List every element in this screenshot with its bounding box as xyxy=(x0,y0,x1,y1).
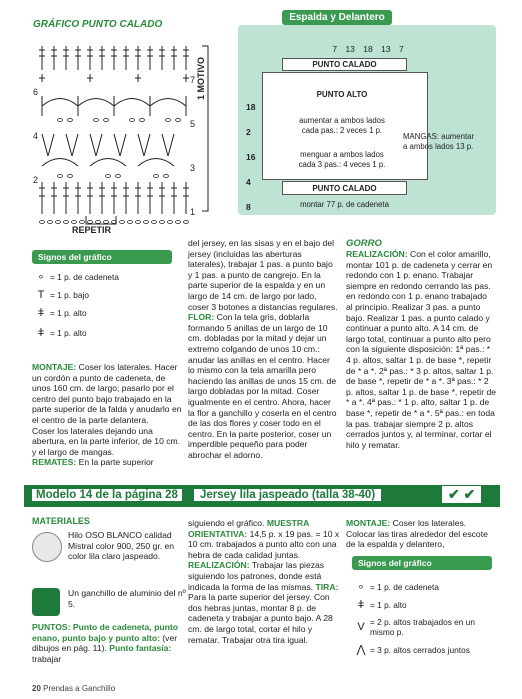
measure: 18 xyxy=(246,102,256,112)
motivo-label: 1 MOTIVO xyxy=(196,56,206,100)
signos2-title: Signos del gráfico xyxy=(352,556,492,570)
signo-item: ǂ = 1 p. alto xyxy=(32,327,182,339)
measure: 13 xyxy=(345,44,355,54)
left-measures xyxy=(246,95,255,220)
measure: 13 xyxy=(381,44,391,54)
measure: 4 xyxy=(246,177,251,187)
aumentar-note: aumentar a ambos lados cada pas.: 2 veces 1 p. xyxy=(299,116,385,135)
montaje2-paragraph: MONTAJE: Coser los laterales. Colocar las tiras alrededor del escote de la espalda y delantero, xyxy=(346,518,488,550)
measure: 18 xyxy=(363,44,373,54)
page-footer xyxy=(32,684,115,693)
alto-symbol-icon: ǂ xyxy=(37,327,45,339)
measure: 8 xyxy=(246,202,251,212)
repetir-label: REPETIR xyxy=(72,225,112,235)
yarn-ball-icon xyxy=(32,532,62,562)
row-label: 7 xyxy=(190,75,196,85)
top-measures xyxy=(268,44,468,55)
chain-symbol-icon: ∘ xyxy=(37,271,45,283)
signo-item: ǂ = 1 p. alto xyxy=(352,599,492,611)
alto-symbol-icon: ǂ xyxy=(357,599,365,611)
schema-tab: Espalda y Delantero xyxy=(282,10,392,25)
chain-symbol-icon: ∘ xyxy=(357,581,365,593)
signo-item: V = 2 p. altos trabajados en un mismo p. xyxy=(352,617,492,637)
puntos-paragraph: PUNTOS: Punto de cadeneta, punto enano, punto bajo y punto alto: (ver dibujos en pág. 11). Punto fantasía: trabajar xyxy=(32,622,178,664)
mangas-note: MANGAS: aumentar a ambos lados 13 p. xyxy=(403,132,475,151)
gorro-paragraph: REALIZACIÓN: Con el color amarillo, montar 101 p. de cadeneta y cerrar en redondo con 1 p. enano. Trabajar siempre en redondo cerrando las pas. en redondo con 1 p. enano trabajado al principio. Realizar 3 pas. a punto bajo. Realizar 1 pas. a punto calado y continuar a punto alto. A 14 cm. de largo total, continuar a punto alto pero con la siguiente disposición: 1ª pas.: * 4 p. altos, saltar 1 p. de base *, repetir de * a *. 2ª pas.: * 3 p. altos, saltar 1 p. de base *, repetir de * a *. 3ª pas.: * 2 p. altos, saltar 1 p. de base *, repetir de * a *. 4ª pas.: * 1 p. alto, saltar 1 p. de base *, repetir de * a *. 5ª pas.: en toda la pas. trabajar siempre 2 p. altos cerrados juntos y, al terminar, cortar el hilo y rematar. xyxy=(346,249,497,450)
chart-row-labels xyxy=(33,70,38,202)
signo-item: ǂ = 1 p. alto xyxy=(32,307,182,319)
two-alto-symbol-icon: V xyxy=(357,621,365,633)
signos-title: Signos del gráfico xyxy=(32,250,172,264)
col2-paragraph: del jersey, en las sisas y en el bajo del jersey (incluidas las aberturas laterales), trabajar 1 pas. a punto bajo y 1 pas. a punto de cangrejo. En la parte superior de la espalda y en un largo de 14 cm. de largo por lado, coser 3 botones a distancias regulares. FLOR: Con la tela gris, doblarla formando 5 anillas de un largo de 10 cm. dobladas por la mitad y dejar un extremo colgando de unos 10 cm.: anudar las anillas en el centro. Hacer lo mismo con la tela amarilla pero haciendo las anillas de unos 15 cm. de largo dobladas por la mitad. Coser igualmente en el centro. Ahora, hacer la flor a ganchillo y coserla en el centro de las dos flores y coser todo en el centro. En la parte posterior, coser un imperdible pequeño para poder abrochar el adorno. xyxy=(188,238,338,460)
grafico-title: GRÁFICO PUNTO CALADO xyxy=(33,19,163,30)
row-label: 6 xyxy=(33,87,39,97)
row-label: 4 xyxy=(33,131,39,141)
punto-calado-top-box: PUNTO CALADO xyxy=(282,58,407,71)
modelo-band xyxy=(24,485,500,507)
three-alto-closed-symbol-icon: ⋀ xyxy=(356,644,366,656)
measure: 2 xyxy=(246,127,251,137)
publication-name: Prendas a Ganchillo xyxy=(43,684,116,693)
materiales-title: MATERIALES xyxy=(32,516,90,526)
montaje-paragraph: MONTAJE: Coser los laterales. Hacer un cordón a punto de cadeneta, de unos 160 cm. de largo; pasarlo por el centro del punto bajo trabajado en la parte superior de la falda y anudarlo en el centro de la parte delantera. Coser los laterales dejando una abertura, en la parte inferior, de 10 cm. y el largo de mangas. REMATES: En la parte superior xyxy=(32,362,182,468)
crochet-hook-icon xyxy=(32,588,60,616)
row-label: 1 xyxy=(190,207,196,217)
difficulty-checks: ✔ ✔ xyxy=(442,486,481,503)
measure: 7 xyxy=(398,44,404,54)
gorro-title: GORRO xyxy=(346,238,382,249)
page-number: 20 xyxy=(32,684,41,693)
hilo-text: Hilo OSO BLANCO calidad Mistral color 900, 250 gr. en color lila claro jaspeado. xyxy=(68,530,175,562)
menguar-note: menguar a ambos lados cada 3 pas.: 4 veces 1 p. xyxy=(298,150,386,169)
bajo-symbol-icon: T xyxy=(37,289,45,301)
signo-item: ⋀ = 3 p. altos cerrados juntos xyxy=(352,643,492,656)
ganchillo-text: Un ganchillo de aluminio del nº 5. xyxy=(68,588,186,609)
punto-alto-label: PUNTO ALTO xyxy=(294,88,390,102)
montar-note: montar 77 p. de cadeneta xyxy=(300,200,389,209)
muestra-paragraph: siguiendo el gráfico. MUESTRA ORIENTATIVA: 14,5 p. x 19 pas. = 10 x 10 cm. trabajados a punto alto con una hebra de cada calidad juntas. REALIZACIÓN: Trabajar las piezas siguiendo los patrones, donde está indicada la forma de las mismas. TIRA: Para la parte superior del jersey. Con dos hebras juntas, montar 8 p. de cadeneta y trabajar a punto bajo. A 28 cm. de largo total, cortar el hilo y rematar. Trabajar otra tira igual. xyxy=(188,518,340,645)
measure: 16 xyxy=(246,152,256,162)
modelo-ref: Modelo 14 de la página 28 xyxy=(32,489,182,501)
jersey-title: Jersey lila jaspeado (talla 38-40) xyxy=(194,489,381,501)
signo-item: T = 1 p. bajo xyxy=(32,289,182,301)
row-label: 5 xyxy=(190,119,196,129)
chart-right-labels xyxy=(190,58,195,234)
alto-symbol-icon: ǂ xyxy=(37,307,45,319)
signos-list xyxy=(32,270,182,345)
row-label: 3 xyxy=(190,163,196,173)
signos2-list xyxy=(352,580,492,662)
punto-calado-bottom-box: PUNTO CALADO xyxy=(282,181,407,195)
measure: 7 xyxy=(332,44,338,54)
signo-item: ∘ = 1 p. de cadeneta xyxy=(32,270,182,283)
row-label: 2 xyxy=(33,175,39,185)
signo-item: ∘ = 1 p. de cadeneta xyxy=(352,580,492,593)
